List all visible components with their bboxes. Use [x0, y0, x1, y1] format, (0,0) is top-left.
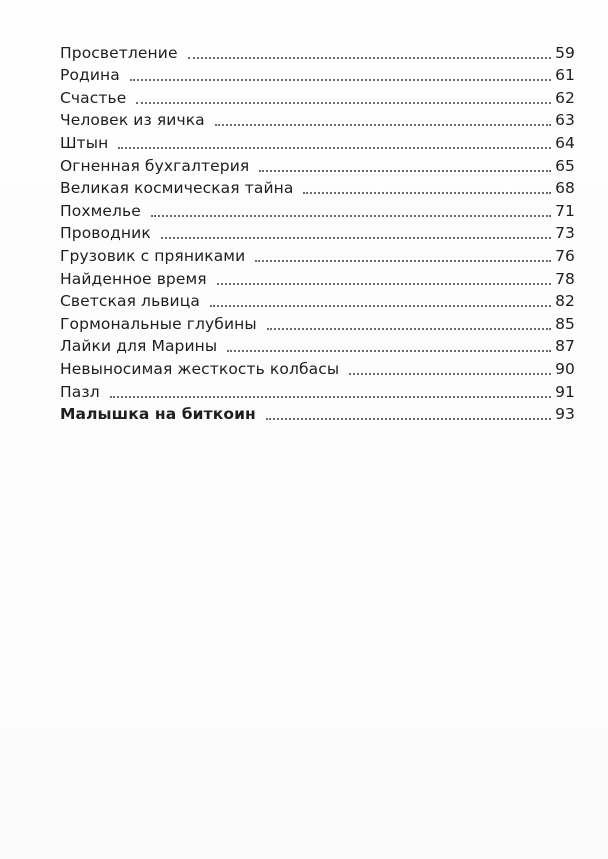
entry-title: Похмелье [60, 201, 141, 220]
toc-entry [60, 130, 575, 153]
table-of-contents [60, 40, 575, 424]
dot-leader [210, 305, 551, 307]
toc-entry [60, 198, 575, 221]
entry-page-number: 62 [555, 88, 575, 107]
toc-entry [60, 266, 575, 289]
entry-title: Великая космическая тайна [60, 179, 294, 198]
toc-entry [60, 289, 575, 312]
entry-title: Светская львица [60, 292, 200, 311]
entry-title: Пазл [60, 382, 100, 401]
entry-page-number: 63 [555, 111, 575, 130]
entry-page-number: 71 [555, 201, 575, 220]
entry-page-number: 61 [555, 66, 575, 85]
dot-leader [161, 237, 551, 239]
entry-title: Огненная бухгалтерия [60, 156, 250, 175]
toc-entry [60, 334, 575, 357]
entry-title: Штын [60, 133, 109, 152]
toc-entry [60, 85, 575, 108]
entry-title: Счастье [60, 88, 127, 107]
entry-page-number: 68 [555, 179, 575, 198]
entry-page-number: 76 [555, 246, 575, 265]
entry-title: Человек из яичка [60, 111, 205, 130]
toc-entry [60, 108, 575, 131]
toc-entry-current [60, 402, 575, 425]
toc-entry [60, 311, 575, 334]
dot-leader [110, 396, 551, 398]
entry-title: Найденное время [60, 269, 207, 288]
entry-title: Лайки для Марины [60, 337, 218, 356]
dot-leader [303, 192, 551, 194]
toc-entry [60, 243, 575, 266]
entry-title: Гормональные глубины [60, 314, 257, 333]
entry-page-number: 82 [555, 292, 575, 311]
entry-title: Грузовик с пряниками [60, 246, 246, 265]
toc-entry [60, 356, 575, 379]
dot-leader [217, 283, 551, 285]
entry-page-number: 64 [555, 133, 575, 152]
toc-entry [60, 221, 575, 244]
entry-title: Проводник [60, 224, 151, 243]
dot-leader [227, 350, 551, 352]
entry-page-number: 85 [555, 314, 575, 333]
entry-title: Невыносимая жесткость колбасы [60, 359, 340, 378]
dot-leader [118, 147, 551, 149]
toc-entry [60, 153, 575, 176]
dot-leader [136, 102, 551, 104]
entry-page-number: 59 [555, 43, 575, 62]
entry-page-number: 78 [555, 269, 575, 288]
dot-leader [255, 260, 551, 262]
dot-leader [188, 57, 551, 59]
dot-leader [130, 79, 551, 81]
entry-page-number: 91 [555, 382, 575, 401]
toc-entry [60, 176, 575, 199]
toc-entry [60, 40, 575, 63]
dot-leader [349, 373, 551, 375]
entry-page-number: 65 [555, 156, 575, 175]
entry-page-number: 73 [555, 224, 575, 243]
dot-leader [266, 418, 551, 420]
entry-title: Просветление [60, 43, 178, 62]
entry-page-number: 93 [555, 405, 575, 424]
dot-leader [215, 124, 551, 126]
toc-entry [60, 63, 575, 86]
entry-title: Родина [60, 66, 120, 85]
entry-page-number: 90 [555, 359, 575, 378]
entry-page-number: 87 [555, 337, 575, 356]
toc-entry [60, 379, 575, 402]
entry-title: Малышка на биткоин [60, 405, 256, 424]
dot-leader [259, 170, 551, 172]
dot-leader [267, 328, 551, 330]
dot-leader [151, 215, 551, 217]
